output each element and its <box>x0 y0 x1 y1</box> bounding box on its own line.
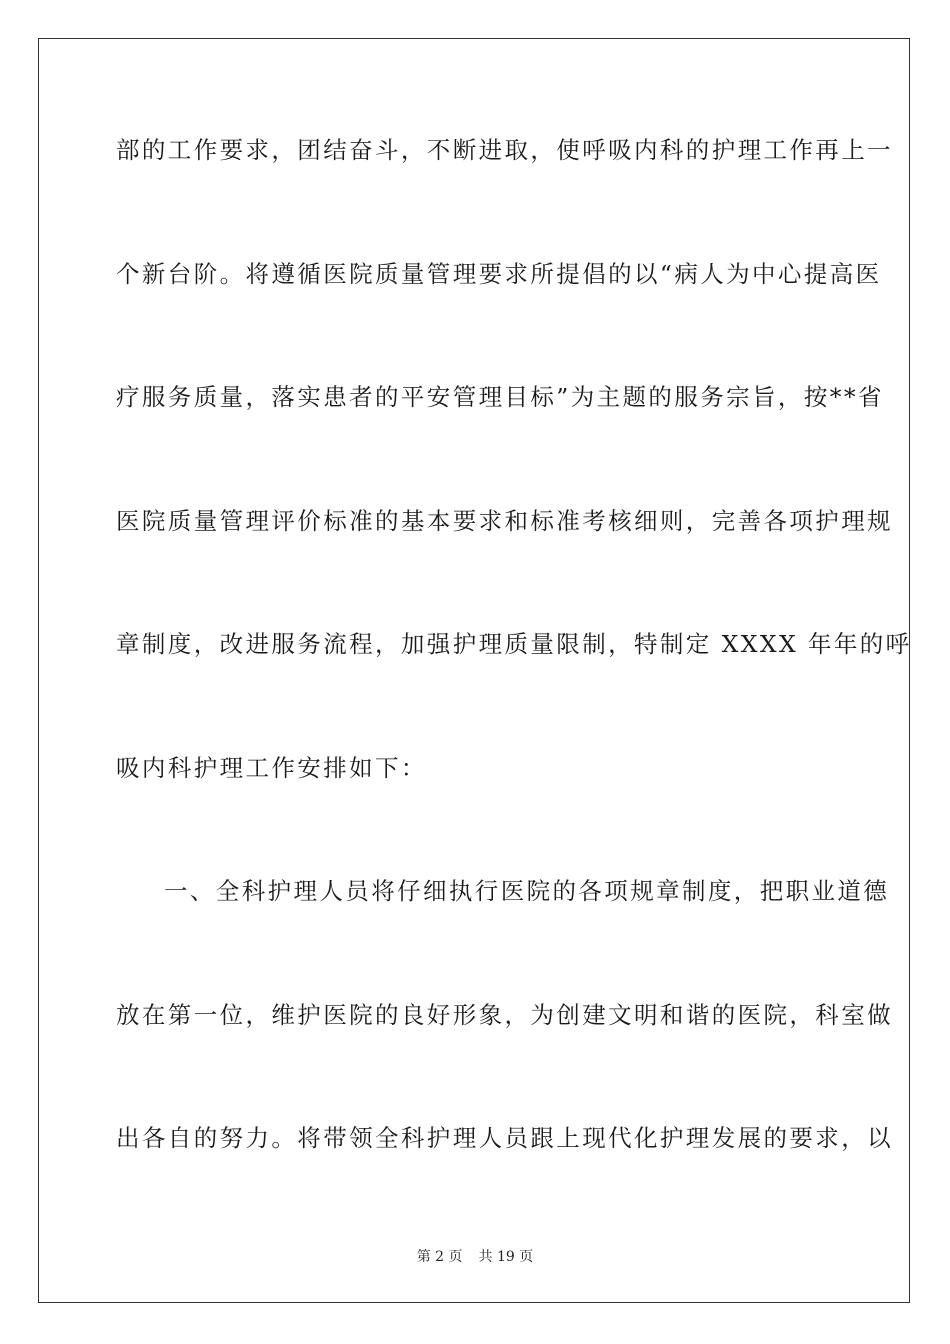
paragraph-line: 出各自的努力。将带领全科护理人员跟上现代化护理发展的要求，以 <box>116 1124 893 1152</box>
paragraph-line: 医院质量管理评价标准的基本要求和标准考核细则，完善各项护理规 <box>116 506 893 535</box>
paragraph-line: 章制度，改进服务流程，加强护理质量限制，特制定 XXXX 年年的呼 <box>116 630 912 658</box>
page-footer <box>0 1246 950 1266</box>
page-number: 第 2 页 <box>416 1249 463 1265</box>
paragraph-line: 部的工作要求，团结奋斗，不断进取，使呼吸内科的护理工作再上一 <box>116 136 893 164</box>
document-body <box>116 120 912 1232</box>
paragraph-line: 一、全科护理人员将仔细执行医院的各项规章制度，把职业道德 <box>164 877 890 905</box>
total-pages: 共 19 页 <box>478 1249 534 1265</box>
paragraph-line: 吸内科护理工作安排如下： <box>116 753 427 782</box>
paragraph-line: 个新台阶。将遵循医院质量管理要求所提倡的以“病人为中心提高医 <box>116 259 882 288</box>
paragraph-line: 放在第一位，维护医院的良好形象，为创建文明和谐的医院，科室做 <box>116 1000 893 1029</box>
paragraph-line: 疗服务质量，落实患者的平安管理目标”为主题的服务宗旨，按**省 <box>116 383 884 411</box>
